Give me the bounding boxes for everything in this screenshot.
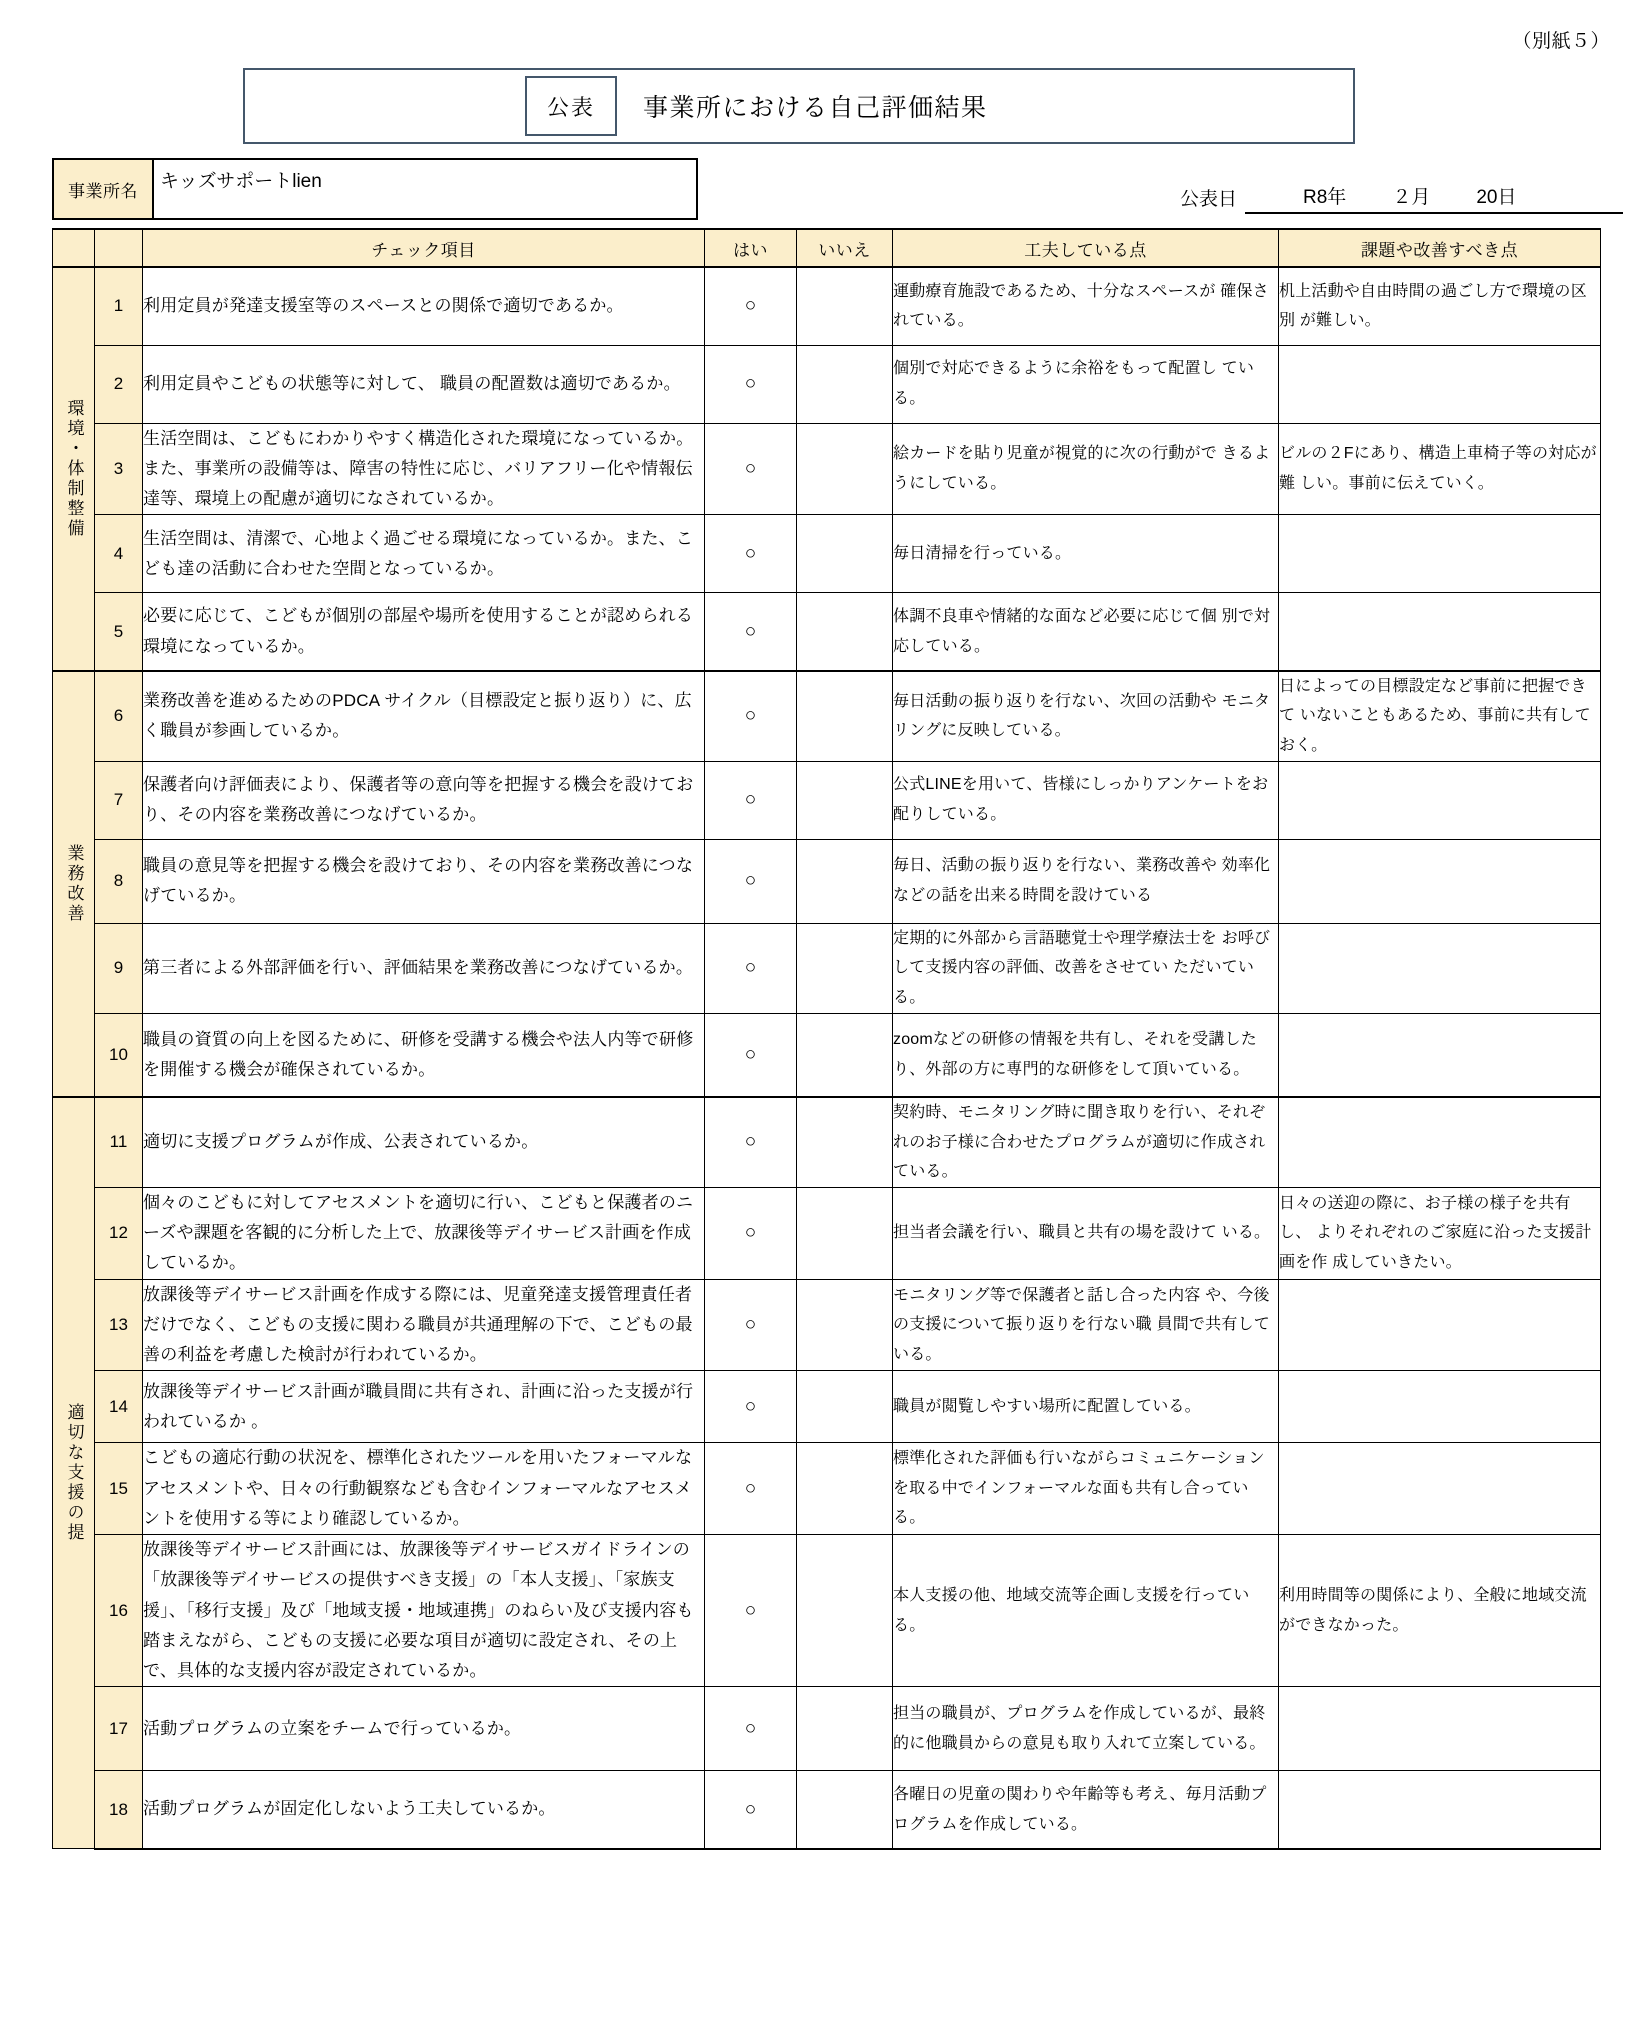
row-number: 5 (95, 593, 143, 671)
good-point-text: 公式LINEを用いて、皆様にしっかりアンケートをお配りしている。 (893, 761, 1279, 839)
row-number: 1 (95, 267, 143, 345)
issue-text: 利用時間等の関係により、全般に地域交流ができなかった。 (1279, 1535, 1601, 1687)
table-row (53, 515, 1601, 593)
check-item-text: 活動プログラムの立案をチームで行っているか。 (143, 1687, 705, 1771)
publication-month: ２月 (1392, 187, 1431, 208)
header-number (95, 229, 143, 267)
publication-date (1180, 182, 1623, 214)
issue-text: 日によっての目標設定など事前に把握できて いないこともあるため、事前に共有しておく。 (1279, 671, 1601, 761)
yes-mark: ○ (705, 345, 797, 423)
publication-day: 20日 (1476, 187, 1517, 208)
section-label: 業務改善 (53, 671, 95, 1097)
check-item-text: 放課後等デイサービス計画には、放課後等デイサービスガイドラインの「放課後等デイサービスの提供すべき支援」の「本人支援」、「家族支援」、「移行支援」及び「地域支援・地域連携」のねらい及び支援内容も踏まえながら、こどもの支援に必要な項目が適切に設定され、その上で、具体的な支援内容が設定されているか。 (143, 1535, 705, 1687)
table-row (53, 1371, 1601, 1443)
check-item-text: こどもの適応行動の状況を、標準化されたツールを用いたフォーマルなアセスメントや、日々の行動観察なども含むインフォーマルなアセスメントを使用する等により確認しているか。 (143, 1443, 705, 1535)
page-title: 事業所における自己評価結果 (643, 94, 988, 122)
issue-text (1279, 1371, 1601, 1443)
issue-text: ビルの２Fにあり、構造上車椅子等の対応が難 しい。事前に伝えていく。 (1279, 423, 1601, 515)
header-section (53, 229, 95, 267)
good-point-text: 体調不良車や情緒的な面など必要に応じて個 別で対応している。 (893, 593, 1279, 671)
publication-date-value (1245, 182, 1623, 214)
good-point-text: 担当の職員が、プログラムを作成しているが、最終的に他職員からの意見も取り入れて立案している。 (893, 1687, 1279, 1771)
table-row (53, 839, 1601, 923)
check-item-text: 個々のこどもに対してアセスメントを適切に行い、こどもと保護者のニーズや課題を客観的に分析した上で、放課後等デイサービス計画を作成しているか。 (143, 1187, 705, 1279)
good-point-text: 本人支援の他、地域交流等企画し支援を行っている。 (893, 1535, 1279, 1687)
issue-text (1279, 839, 1601, 923)
no-mark (797, 1279, 893, 1371)
issue-text (1279, 1771, 1601, 1849)
good-point-text: zoomなどの研修の情報を共有し、それを受講したり、外部の方に専門的な研修をして頂いている。 (893, 1013, 1279, 1097)
table-row (53, 1097, 1601, 1187)
good-point-text: 担当者会議を行い、職員と共有の場を設けて いる。 (893, 1187, 1279, 1279)
check-item-text: 第三者による外部評価を行い、評価結果を業務改善につなげているか。 (143, 923, 705, 1013)
table-row (53, 345, 1601, 423)
table-row (53, 1771, 1601, 1849)
table-row (53, 1013, 1601, 1097)
annex-label: （別紙５） (1512, 31, 1610, 52)
no-mark (797, 1013, 893, 1097)
yes-mark: ○ (705, 923, 797, 1013)
check-item-text: 利用定員やこどもの状態等に対して、 職員の配置数は適切であるか。 (143, 345, 705, 423)
yes-mark: ○ (705, 593, 797, 671)
check-item-text: 利用定員が発達支援室等のスペースとの関係で適切であるか。 (143, 267, 705, 345)
good-point-text: 各曜日の児童の関わりや年齢等も考え、毎月活動プログラムを作成している。 (893, 1771, 1279, 1849)
check-item-text: 放課後等デイサービス計画を作成する際には、児童発達支援管理責任者だけでなく、こどもの支援に関わる職員が共通理解の下で、こどもの最善の利益を考慮した検討が行われているか。 (143, 1279, 705, 1371)
table-row (53, 423, 1601, 515)
issue-text (1279, 1687, 1601, 1771)
check-item-text: 生活空間は、清潔で、心地よく過ごせる環境になっているか。また、こども達の活動に合わせた空間となっているか。 (143, 515, 705, 593)
publication-date-label: 公表日 (1180, 189, 1238, 210)
check-item-text: 生活空間は、こどもにわかりやすく構造化された環境になっているか。また、事業所の設備等は、障害の特性に応じ、バリアフリー化や情報伝達等、環境上の配慮が適切になされているか。 (143, 423, 705, 515)
no-mark (797, 923, 893, 1013)
good-point-text: 職員が閲覧しやすい場所に配置している。 (893, 1371, 1279, 1443)
table-body (53, 267, 1601, 1849)
issue-text: 机上活動や自由時間の過ごし方で環境の区別 が難しい。 (1279, 267, 1601, 345)
row-number: 11 (95, 1097, 143, 1187)
publication-badge: 公表 (525, 76, 617, 136)
check-item-text: 活動プログラムが固定化しないよう工夫しているか。 (143, 1771, 705, 1849)
no-mark (797, 1097, 893, 1187)
section-label: 適切な支援の提 (53, 1097, 95, 1849)
row-number: 3 (95, 423, 143, 515)
row-number: 9 (95, 923, 143, 1013)
check-item-text: 職員の資質の向上を図るために、研修を受講する機会や法人内等で研修を開催する機会が確保されているか。 (143, 1013, 705, 1097)
title-band (243, 68, 1355, 144)
table-row (53, 1187, 1601, 1279)
row-number: 4 (95, 515, 143, 593)
header-check-item: チェック項目 (143, 229, 705, 267)
no-mark (797, 1687, 893, 1771)
row-number: 18 (95, 1771, 143, 1849)
header-no: いいえ (797, 229, 893, 267)
good-point-text: 標準化された評価も行いながらコミュニケーションを取る中でインフォーマルな面も共有し合っている。 (893, 1443, 1279, 1535)
issue-text (1279, 1097, 1601, 1187)
good-point-text: 毎日活動の振り返りを行ない、次回の活動や モニタリングに反映している。 (893, 671, 1279, 761)
yes-mark: ○ (705, 671, 797, 761)
good-point-text: 毎日、活動の振り返りを行ない、業務改善や 効率化などの話を出来る時間を設けている (893, 839, 1279, 923)
good-point-text: 契約時、モニタリング時に聞き取りを行い、それぞれのお子様に合わせたプログラムが適切に作成されている。 (893, 1097, 1279, 1187)
header-yes: はい (705, 229, 797, 267)
good-point-text: 個別で対応できるように余裕をもって配置し ている。 (893, 345, 1279, 423)
check-item-text: 保護者向け評価表により、保護者等の意向等を把握する機会を設けており、その内容を業務改善につなげているか。 (143, 761, 705, 839)
facility-name-label: 事業所名 (54, 160, 154, 218)
table-header-row (53, 229, 1601, 267)
row-number: 16 (95, 1535, 143, 1687)
check-item-text: 必要に応じて、こどもが個別の部屋や場所を使用することが認められる環境になっているか。 (143, 593, 705, 671)
row-number: 8 (95, 839, 143, 923)
yes-mark: ○ (705, 761, 797, 839)
no-mark (797, 593, 893, 671)
yes-mark: ○ (705, 1535, 797, 1687)
no-mark (797, 345, 893, 423)
no-mark (797, 839, 893, 923)
yes-mark: ○ (705, 423, 797, 515)
row-number: 10 (95, 1013, 143, 1097)
yes-mark: ○ (705, 1097, 797, 1187)
row-number: 13 (95, 1279, 143, 1371)
table-row (53, 593, 1601, 671)
yes-mark: ○ (705, 515, 797, 593)
table-row (53, 1535, 1601, 1687)
facility-name-value: キッズサポートlien (160, 171, 322, 192)
yes-mark: ○ (705, 1187, 797, 1279)
publication-year: R8年 (1303, 187, 1347, 208)
yes-mark: ○ (705, 1371, 797, 1443)
issue-text (1279, 1013, 1601, 1097)
facility-name-box (52, 158, 698, 220)
check-item-text: 適切に支援プログラムが作成、公表されているか。 (143, 1097, 705, 1187)
issue-text (1279, 515, 1601, 593)
good-point-text: 定期的に外部から言語聴覚士や理学療法士を お呼びして支援内容の評価、改善をさせてい ただいている。 (893, 923, 1279, 1013)
yes-mark: ○ (705, 1771, 797, 1849)
table-row (53, 1687, 1601, 1771)
check-item-text: 業務改善を進めるためのPDCA サイクル（目標設定と振り返り）に、広く職員が参画しているか。 (143, 671, 705, 761)
no-mark (797, 1443, 893, 1535)
row-number: 17 (95, 1687, 143, 1771)
yes-mark: ○ (705, 839, 797, 923)
issue-text (1279, 761, 1601, 839)
row-number: 12 (95, 1187, 143, 1279)
no-mark (797, 423, 893, 515)
table-row (53, 671, 1601, 761)
issue-text (1279, 345, 1601, 423)
check-item-text: 放課後等デイサービス計画が職員間に共有され、計画に沿った支援が行われているか 。 (143, 1371, 705, 1443)
no-mark (797, 761, 893, 839)
no-mark (797, 1371, 893, 1443)
row-number: 15 (95, 1443, 143, 1535)
good-point-text: 運動療育施設であるため、十分なスペースが 確保されている。 (893, 267, 1279, 345)
no-mark (797, 515, 893, 593)
check-item-text: 職員の意見等を把握する機会を設けており、その内容を業務改善につなげているか。 (143, 839, 705, 923)
header-issues: 課題や改善すべき点 (1279, 229, 1601, 267)
section-label: 環境・体制整備 (53, 267, 95, 671)
row-number: 2 (95, 345, 143, 423)
issue-text (1279, 1443, 1601, 1535)
good-point-text: モニタリング等で保護者と話し合った内容 や、今後の支援について振り返りを行ない職 員間で共有している。 (893, 1279, 1279, 1371)
table-row (53, 761, 1601, 839)
no-mark (797, 671, 893, 761)
no-mark (797, 267, 893, 345)
no-mark (797, 1535, 893, 1687)
row-number: 14 (95, 1371, 143, 1443)
yes-mark: ○ (705, 1443, 797, 1535)
yes-mark: ○ (705, 1013, 797, 1097)
header-good-points: 工夫している点 (893, 229, 1279, 267)
issue-text: 日々の送迎の際に、お子様の様子を共有し、 よりそれぞれのご家庭に沿った支援計画を作 成していきたい。 (1279, 1187, 1601, 1279)
issue-text (1279, 593, 1601, 671)
table-row (53, 923, 1601, 1013)
yes-mark: ○ (705, 267, 797, 345)
no-mark (797, 1187, 893, 1279)
no-mark (797, 1771, 893, 1849)
issue-text (1279, 923, 1601, 1013)
good-point-text: 絵カードを貼り児童が視覚的に次の行動がで きるようにしている。 (893, 423, 1279, 515)
table-row (53, 1443, 1601, 1535)
table-row (53, 1279, 1601, 1371)
row-number: 7 (95, 761, 143, 839)
good-point-text: 毎日清掃を行っている。 (893, 515, 1279, 593)
yes-mark: ○ (705, 1687, 797, 1771)
self-evaluation-table (52, 228, 1601, 1850)
issue-text (1279, 1279, 1601, 1371)
yes-mark: ○ (705, 1279, 797, 1371)
row-number: 6 (95, 671, 143, 761)
table-row (53, 267, 1601, 345)
